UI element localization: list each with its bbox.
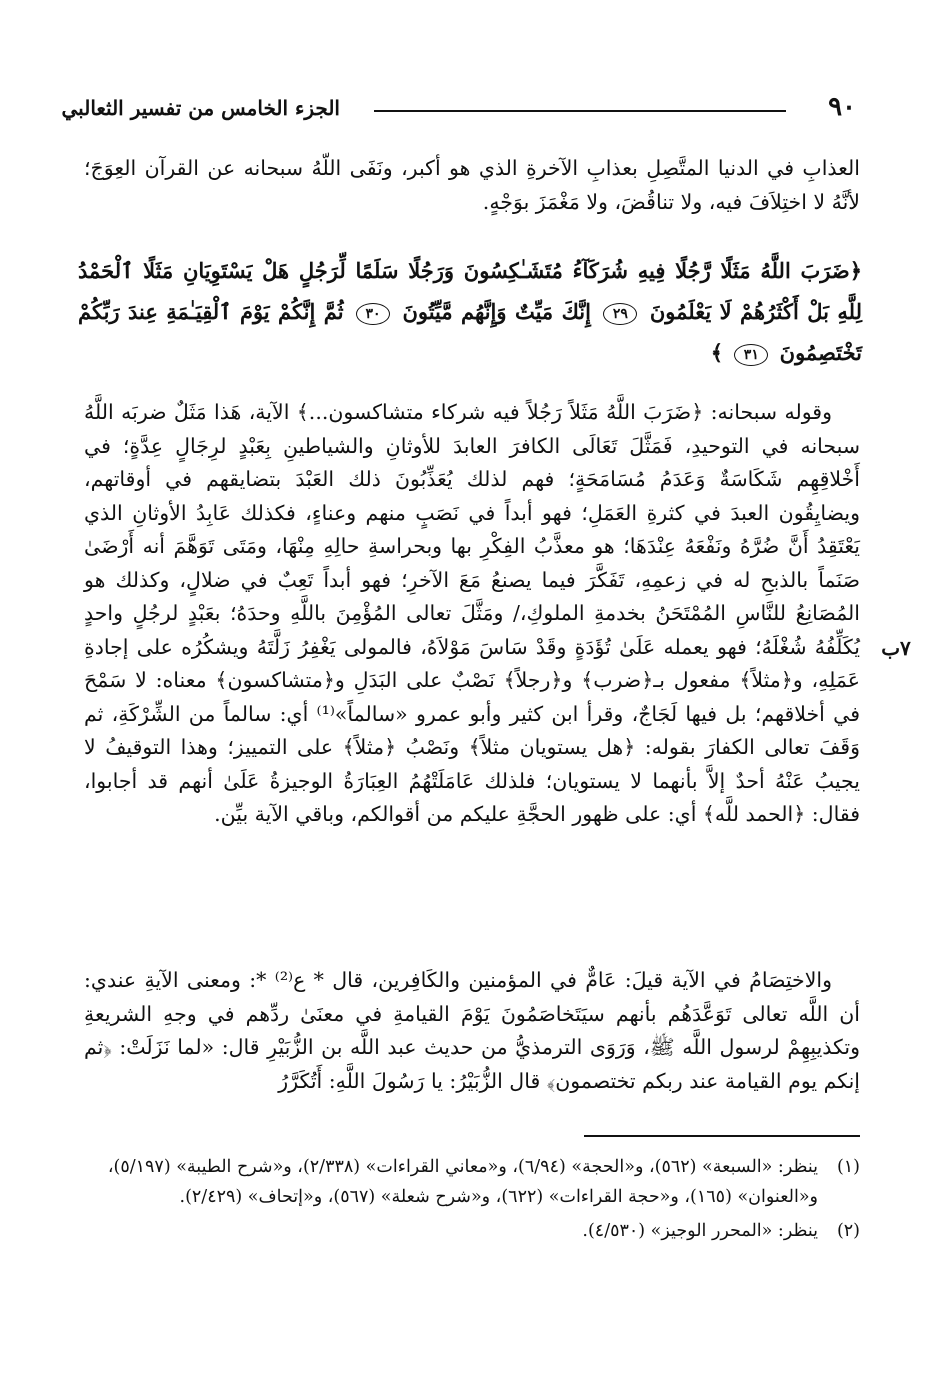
- paragraph-2: وقوله سبحانه: ﴿ضَرَبَ اللَّهُ مَثَلاً رَجُلاً فيه شركاء متشاكسون...﴾ الآية، هَذا مَثَلٌ ضربَه اللَّهُ سبحانه في التوحيدِ، فَمَثَّلَ تَعَالَى الكافرَ العابدَ للأوثانِ والشياطينِ بِعَبْدٍ لرِجَالٍ عِدَّةٍ؛ في أَخْلاقِهِم شَكَاسَةٌ وَعَدَمُ مُسَامَحَةٍ؛ فهم لذلك يُعَذِّبُونَ ذلك العَبْدَ بتضايقهم في أوقاتهم، ويضايِقُون العبدَ في كثرةِ العَمَلِ؛ فهو أبداً في نَصَبٍ منهم وعناءٍ، فكذلك عَابِدُ الأوثانِ الذي يَعْتَقِدُ أَنَّ ضُرَّهُ ونَفْعَهُ عِنْدَهَا؛ هو معذَّبُ الفِكْرِ بها وبحراسةِ حالِهِ مِنْهَا، ومَتَى تَوَهَّمَ أنه أَرْضَىٰ صَنَماً بالذبحِ له في زعمِهِ، تَفَكَّرَ فيما يصنعُ مَعَ الآخرِ؛ فهو أبداً تَعِبٌ في ضلالٍ، وكذلك هو المُصَانِعُ للنَّاسِ المُمْتَحَنُ بخدمةِ الملوكِ،/ ومَثَّلَ تعالى المُؤْمِنَ باللَّهِ وحدَهُ؛ بعَبْدٍ لرجُلٍ واحدٍ يُكَلِّفُهُ شُغْلَهُ؛ فهو يعمله عَلَىٰ تُؤَدَةٍ وقَدْ سَاسَ مَوْلاَهُ، فالمولى يَغْفِرُ زَلَّتَهُ ويشكُرُه على إجادةِ عَمَلِهِ، و﴿مثلاً﴾ مفعول بـ﴿ضرب﴾ و﴿رجلاً﴾ نَصْبٌ على البَدَلِ و﴿متشاكسون﴾ معناه: لا سَمْحَ في أخلاقهم؛ بل فيها لَجَاجٌ، وقرأ ابن كثير وأبو عمرو «سالماً»⁽¹⁾ أي: سالماً من الشِّرْكَةِ، ثم وَقَفَ تعالى الكفارَ بقوله: ﴿هل يستويان مثلاً﴾ ونَصْبُ ﴿مثلاً﴾ على التمييز؛ وهذا التوقيفُ لا يجيبُ عَنْهُ أحدٌ إلاَّ بأنهما لا يستويان؛ فلذلك عَامَلَتْهُمُ العِبَارَةُ الوجيزةُ عَلَىٰ أنهم قد أجابوا، فقال: ﴿الحمد للَّه﴾ أي: على ظهور الحجَّةِ عليكم من أقوالكم، وباقي الآية بيِّن.: [84, 400, 860, 826]
- ayah-number-30: ٣٠: [356, 303, 390, 325]
- footnote-text: ينظر: «السبعة» (٥٦٢)، و«الحجة» (٦/٩٤)، و«معاني القراءات» (٢/٣٣٨)، و«شرح الطيبة» (٥/١٩٧)، و«العنوان» (١٦٥)، و«حجة القراءات» (٦٢٢)، و«شرح شعلة» (٥٦٧)، و«إتحاف» (٢/٤٢٩).: [107, 1157, 818, 1207]
- footnote-2: [84, 1216, 860, 1246]
- verse-closing-bracket: ﴾: [710, 340, 724, 365]
- footnote-number: (٢): [836, 1221, 860, 1241]
- page-number: ٩٠: [828, 92, 856, 122]
- verse-part-1: ﴿ضَرَبَ اللَّهُ مَثَلًا رَّجُلًا فِيهِ شُرَكَآءُ مُتَشَـٰكِسُونَ وَرَجُلًا سَلَمًا لِّرَجُلٍ هَلْ يَسْتَوِيَانِ مَثَلًا ٱلْحَمْدُ لِلَّهِ بَلْ أَكْثَرُهُمْ لَا يَعْلَمُونَ: [78, 258, 863, 324]
- verse-part-3: ثُمَّ إِنَّكُمْ يَوْمَ ٱلْقِيَـٰمَةِ عِندَ رَبِّكُمْ تَخْتَصِمُونَ: [78, 299, 862, 365]
- footnote-1: [84, 1152, 860, 1212]
- footnote-number: (١): [836, 1157, 860, 1177]
- footnotes: [84, 1152, 860, 1250]
- header-title: الجزء الخامس من تفسير الثعالبي: [61, 96, 340, 120]
- verse-part-2: إِنَّكَ مَيِّتٌ وَإِنَّهُم مَّيِّتُونَ: [402, 299, 591, 324]
- manuscript-folio-note: ٧ب: [881, 636, 911, 660]
- paragraph-1: العذابِ في الدنيا المتَّصِلِ بعذابِ الآخرةِ الذي هو أكبر، ونَفَى اللّهُ سبحانه عن القرآن العِوَجَ؛ لأنَّهُ لا اختِلاَفَ فيه، ولا تناقُضَ، ولا مَغْمَزَ بوَجْهٍ.: [84, 156, 860, 214]
- quran-verse-block: [78, 250, 862, 373]
- paragraph-3: والاختِصَامُ في الآية قيلَ: عَامٌّ في المؤمنين والكَافِرين، قال * ع⁽²⁾ *: ومعنى الآيةِ عندي: أن اللَّه تعالى تَوَعَّدَهُم بأنهم سيَتَخاصَمُونَ يَوْمَ القيامةِ في معنَىٰ ردِّهم في وجهِ الشريعةِ وتكذيبِهِمْ لرسول اللَّه ﷺ، وَرَوَى الترمذيُّ من حديث عبد اللَّه بن الزُّبَيْرِ قال: «لما نَزَلَتْ: ﴿ثم إنكم يوم القيامة عند ربكم تختصمون﴾ قال الزُّبَيْرُ: يا رَسُولَ اللَّهِ: أَتُكَرَّرُ: [84, 968, 860, 1093]
- ayah-number-31: ٣١: [734, 344, 768, 366]
- ayah-number-29: ٢٩: [603, 303, 637, 325]
- header-rule: [374, 110, 786, 112]
- footnote-text: ينظر: «المحرر الوجيز» (٤/٥٣٠).: [582, 1221, 818, 1241]
- running-header: [61, 92, 856, 132]
- footnote-separator: [584, 1135, 860, 1137]
